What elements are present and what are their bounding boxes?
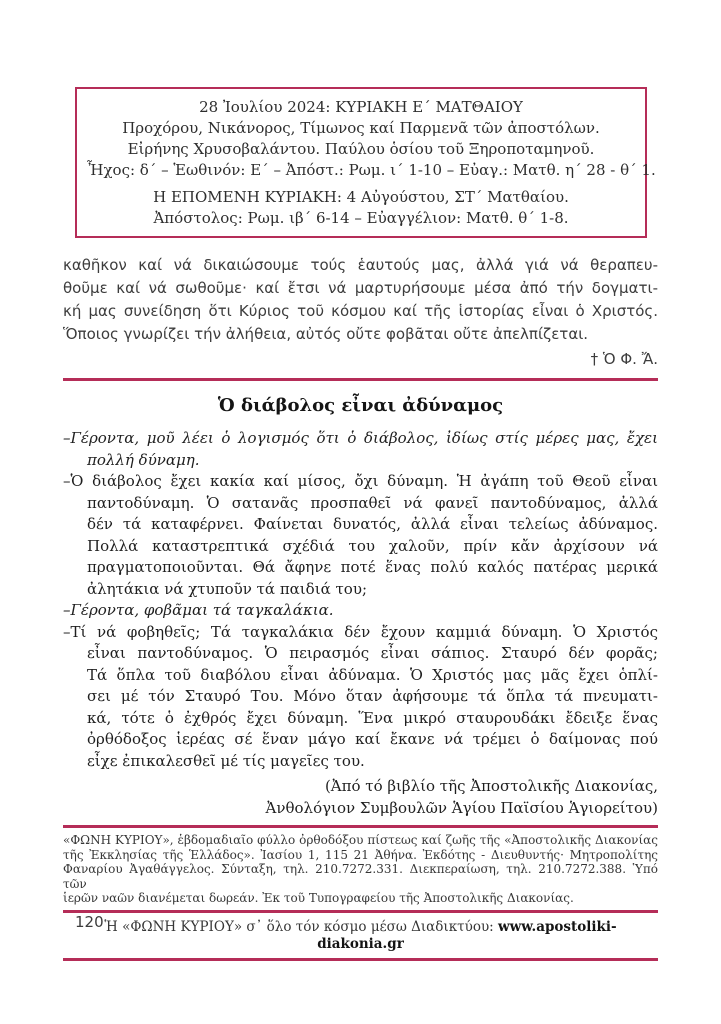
dialogue-answer-1 — [63, 471, 658, 600]
text-line: «ΦΩΝΗ ΚΥΡΙΟΥ», ἑβδομαδιαῖο φύλλο ὀρθοδόξου πίστεως καί ζωῆς τῆς «Ἀποστολικῆς Διακονίας — [63, 833, 658, 847]
text-line: ὀρθόδοξος ἱερέας σέ ἕναν μάγο καί ἔκανε νά τρέμει ὁ δαίμονας πού — [87, 730, 658, 748]
text-line: Ἦχος: δ´ – Ἑωθινόν: Ε´ – Ἀπόστ.: Ρωμ. ι´ 1-10 – Εὐαγ.: Ματθ. η´ 28 - θ´ 1. — [87, 161, 656, 179]
text-line: (Ἀπό τό βιβλίο τῆς Ἀποστολικῆς Διακονίας, — [324, 777, 658, 795]
text-line: δέν τά καταφέρνει. Φαίνεται δυνατός, ἀλλά εἶναι τελείως ἀδύναμος. — [87, 515, 658, 533]
text-line: εἶναι παντοδύναμος. Ὁ πειρασμός εἶναι σάπιος. Σταυρό δέν φορᾶς; — [87, 644, 658, 662]
text-line: παντοδύναμη. Ὁ σατανᾶς προσπαθεῖ νά φανεῖ παντοδύναμος, ἀλλά — [87, 493, 658, 512]
text-line: καθῆκον καί νά δικαιώσουμε τούς ἑαυτούς μας, ἀλλά γιά νά θεραπευ- — [63, 256, 658, 274]
text-line: –Γέροντα, μοῦ λέει ὁ λογισμός ὅτι ὁ διάβολος, ἰδίως στίς μέρες μας, ἔχει — [63, 429, 658, 447]
article-title: Ὁ διάβολος εἶναι ἀδύναμος — [217, 395, 504, 416]
website-link[interactable]: www.apostoliki-diakonia.gr — [317, 918, 617, 952]
text-line: κά, τότε ὁ ἐχθρός ἔχει δύναμη. Ἕνα μικρό σταυρουδάκι ἔδειξε ἕνας — [87, 708, 658, 727]
text-line: θοῦμε καί νά σωθοῦμε· καί ἔτσι νά μαρτυρήσουμε μέσα ἀπό τήν δογματι- — [63, 279, 658, 297]
text-line: Τά ὅπλα τοῦ διαβόλου εἶναι ἀδύναμα. Ὁ Χριστός μας μᾶς ἔχει ὁπλί- — [87, 665, 658, 684]
text-line: Προχόρου, Νικάνορος, Τίμωνος καί Παρμενᾶ τῶν ἀποστόλων. — [122, 119, 600, 137]
dialogue-answer-2 — [63, 622, 658, 773]
dialogue-question-1 — [63, 428, 658, 471]
section-divider — [63, 378, 658, 381]
text-line: ἱερῶν ναῶν διανέμεται δωρεάν. Ἐκ τοῦ Τυπογραφείου τῆς Ἀποστολικῆς Διακονίας. — [63, 891, 574, 906]
text-line: Ἀνθολόγιον Συμβουλῶν Ἁγίου Παϊσίου Ἁγιορείτου) — [265, 799, 658, 817]
text-line: σει μέ τόν Σταυρό Του. Μόνο ὅταν ἀφήσουμε τά ὅπλα τά πνευματι- — [87, 687, 658, 705]
liturgical-calendar-box — [75, 87, 656, 238]
text-line: πολλή δύναμη. — [87, 450, 200, 469]
text-line: Ὅποιος γνωρίζει τήν ἀλήθεια, αὐτός οὔτε φοβᾶται οὔτε ἀπελπίζεται. — [63, 325, 589, 343]
text-line: Ἀπόστολος: Ρωμ. ιβ´ 6-14 – Εὐαγγέλιον: Ματθ. θ´ 1-8. — [153, 209, 569, 227]
source-attribution — [63, 775, 658, 819]
internet-notice — [63, 913, 658, 958]
internet-notice-text: Ἡ «ΦΩΝΗ ΚΥΡΙΟΥ» σ᾽ ὅλο τόν κόσμο μέσω Διαδικτύου: — [104, 918, 498, 935]
text-line: –Γέροντα, φοβᾶμαι τά ταγκαλάκια. — [63, 601, 334, 619]
footer-divider-bottom — [63, 958, 658, 961]
page-number: 120 — [75, 913, 104, 931]
dialogue-question-2 — [63, 600, 658, 622]
text-line: ἀλητάκια νά χτυποῦν τά παιδιά του; — [87, 579, 367, 598]
text-line: Εἰρήνης Χρυσοβαλάντου. Παύλου ὁσίου τοῦ Ξηροποταμηνοῦ. — [127, 140, 595, 158]
text-column — [63, 0, 658, 961]
author-signature: † Ὁ Φ. Ἄ. — [590, 350, 658, 368]
intro-paragraph — [63, 254, 658, 346]
text-line: Πολλά καταστρεπτικά σχέδιά του χαλοῦν, πρίν κἄν ἀρχίσουν νά — [87, 536, 658, 555]
text-line: κή μας συνείδηση ὅτι Κύριος τοῦ κόσμου καί τῆς ἱστορίας εἶναι ὁ Χριστός. — [63, 302, 658, 320]
publisher-imprint — [63, 828, 658, 910]
text-line: –Ὁ διάβολος ἔχει κακία καί μίσος, ὄχι δύναμη. Ἡ ἀγάπη τοῦ Θεοῦ εἶναι — [63, 472, 658, 490]
text-line: Η ΕΠΟΜΕΝΗ ΚΥΡΙΑΚΗ: 4 Αὐγούστου, ΣΤ´ Ματθαίου. — [153, 188, 569, 206]
text-line: τῆς Ἐκκλησίας τῆς Ἑλλάδος». Ἰασίου 1, 115 21 Ἀθήνα. Ἐκδότης - Διευθυντής· Μητροπολίτης — [63, 847, 658, 862]
text-line: Φαναρίου Ἀγαθάγγελος. Σύνταξη, τηλ. 210.7272.331. Διεκπεραίωση, τηλ. 210.7272.388. Ὑπό τῶν — [63, 862, 658, 891]
text-line: εἶχε ἐπικαλεσθεῖ μέ τίς μαγεῖες του. — [87, 751, 365, 770]
dialogue-section — [63, 428, 658, 772]
text-line: 28 Ἰουλίου 2024: ΚΥΡΙΑΚΗ Ε´ ΜΑΤΘΑΙΟΥ — [199, 98, 523, 116]
text-line: πραγματοποιοῦνται. Θά ἄφηνε ποτέ ἕνας πολύ καλός πατέρας μερικά — [87, 558, 658, 576]
text-line: –Τί νά φοβηθεῖς; Τά ταγκαλάκια δέν ἔχουν καμμιά δύναμη. Ὁ Χριστός — [63, 622, 658, 641]
